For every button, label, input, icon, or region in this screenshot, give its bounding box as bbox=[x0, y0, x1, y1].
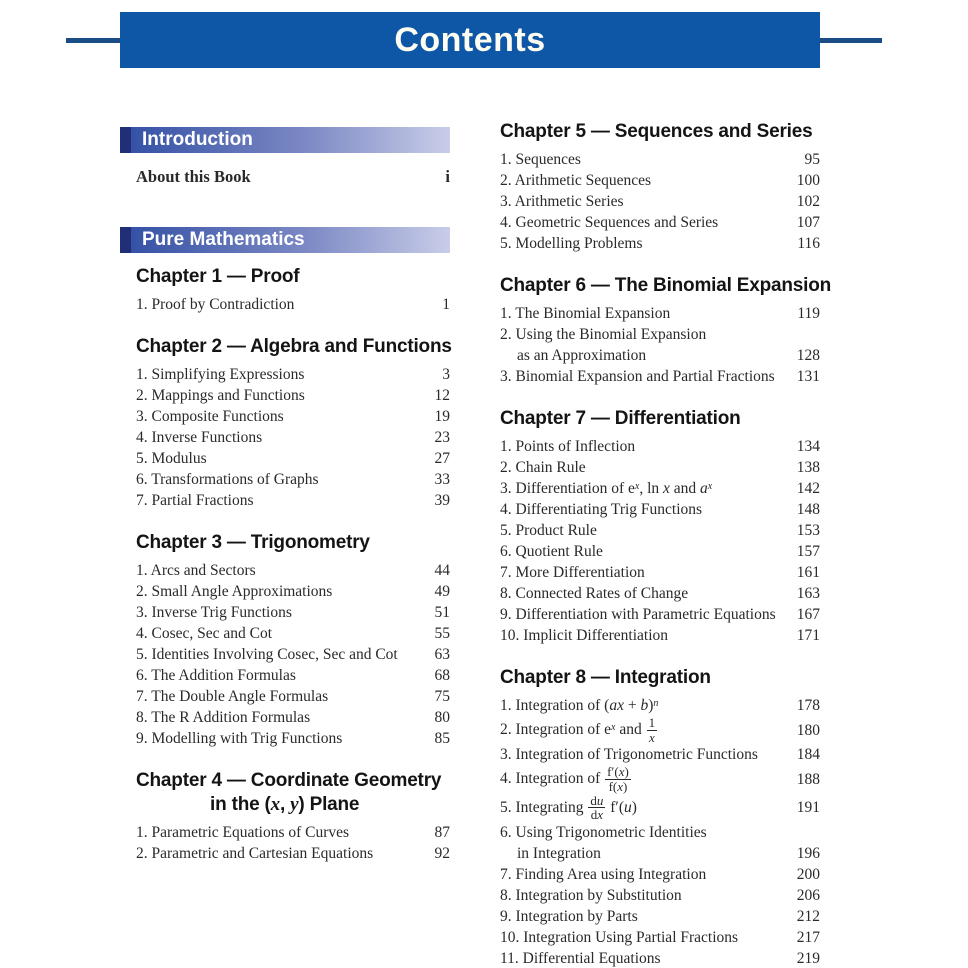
toc-entry bbox=[136, 448, 450, 469]
toc-entry bbox=[500, 822, 820, 864]
toc-entry bbox=[136, 644, 450, 665]
toc-entry-page: 212 bbox=[796, 907, 820, 925]
toc-entry-page: 116 bbox=[797, 235, 820, 252]
toc-entry bbox=[136, 427, 450, 448]
toc-entry-label: 6. Quotient Rule bbox=[500, 543, 603, 560]
toc-entry bbox=[136, 294, 450, 315]
toc-entry-label: 10. Implicit Differentiation bbox=[500, 627, 669, 644]
toc-entry-label: 1. Points of Inflection bbox=[500, 438, 636, 455]
toc-entry-label: 2. Mappings and Functions bbox=[136, 387, 305, 404]
toc-entry bbox=[136, 469, 450, 490]
chapter-block bbox=[500, 274, 832, 387]
toc-entry-label: 4. Differentiating Trig Functions bbox=[500, 501, 703, 518]
toc-entry-page: 80 bbox=[434, 709, 450, 726]
toc-entry bbox=[136, 822, 450, 843]
toc-entry bbox=[136, 406, 450, 427]
toc-entry-page: 188 bbox=[796, 770, 820, 788]
toc-entry bbox=[500, 765, 820, 793]
toc-entry bbox=[500, 794, 820, 822]
toc-entry bbox=[500, 303, 820, 324]
toc-entry-page: 75 bbox=[434, 688, 450, 705]
toc-entry-page: 68 bbox=[434, 667, 450, 684]
chapter-block bbox=[120, 335, 450, 511]
toc-entry-label: 9. Integration by Parts bbox=[500, 907, 638, 925]
left-column bbox=[120, 110, 450, 968]
toc-entry-page: 178 bbox=[796, 697, 820, 714]
chapter-heading: Chapter 7 — Differentiation bbox=[500, 408, 741, 429]
stacked-fraction: $\frac{f'(x)}{f(x)}$ bbox=[607, 764, 629, 794]
toc-entry-page: 51 bbox=[434, 604, 450, 621]
toc-entry-label: 8. Integration by Substitution bbox=[500, 886, 682, 904]
toc-entry-page: 167 bbox=[796, 606, 820, 623]
toc-entry-label: 2. Using the Binomial Expansion as an Approximation bbox=[500, 326, 707, 364]
toc-entry-label: 3. Arithmetic Series bbox=[500, 193, 624, 210]
stacked-fraction: $\frac{1}{x}$ bbox=[648, 715, 656, 745]
toc-entry bbox=[136, 623, 450, 644]
toc-entry-page: 87 bbox=[434, 824, 450, 841]
toc-entry bbox=[500, 170, 820, 191]
toc-entry bbox=[500, 927, 820, 948]
toc-entry-label: 2. Arithmetic Sequences bbox=[500, 172, 652, 189]
toc-entry-page: 107 bbox=[796, 214, 820, 231]
toc-entry-label: 1. Sequences bbox=[500, 151, 581, 168]
chapter-heading: Chapter 6 — The Binomial Expansion bbox=[500, 275, 832, 296]
chapter-block bbox=[120, 531, 450, 749]
toc-entry-label: 10. Integration Using Partial Fractions bbox=[500, 928, 739, 946]
toc-entry-page: 33 bbox=[434, 471, 450, 488]
toc-entry-label: 5. Product Rule bbox=[500, 522, 597, 539]
toc-entry-label: 9. Modelling with Trig Functions bbox=[136, 730, 343, 747]
toc-entry-page: 102 bbox=[796, 193, 820, 210]
toc-entry-label: 1. Simplifying Expressions bbox=[136, 366, 305, 383]
toc-entry-page: 148 bbox=[796, 501, 820, 518]
toc-entry-page: 171 bbox=[796, 627, 820, 644]
right-column bbox=[500, 110, 832, 968]
toc-entry bbox=[500, 436, 820, 457]
toc-entry bbox=[500, 695, 820, 716]
chapter-heading: Chapter 3 — Trigonometry bbox=[136, 532, 370, 553]
toc-entry-label: 1. The Binomial Expansion bbox=[500, 305, 671, 322]
toc-entry bbox=[500, 233, 820, 254]
chapter-heading: Chapter 4 — Coordinate Geometry in the (x, y) Plane bbox=[136, 770, 442, 815]
toc-entry-label: 6. Transformations of Graphs bbox=[136, 471, 319, 488]
page-title: Contents bbox=[394, 20, 546, 59]
toc-entry-label: 2. Parametric and Cartesian Equations bbox=[136, 845, 374, 862]
toc-entry-label: 2. Chain Rule bbox=[500, 459, 586, 476]
toc-entry bbox=[120, 166, 450, 187]
toc-entry-page: 138 bbox=[796, 459, 820, 476]
toc-entry bbox=[136, 707, 450, 728]
toc-entry-label: 3. Differentiation of $e^x$, ln x and $a^x$ bbox=[500, 480, 713, 497]
toc-entry-page: 180 bbox=[796, 721, 820, 739]
toc-entry-label: 2. Small Angle Approximations bbox=[136, 583, 333, 600]
toc-entry bbox=[500, 149, 820, 170]
table-of-contents bbox=[120, 110, 832, 968]
toc-entry-label: 1. Integration of (ax + b)$^n$ bbox=[500, 697, 659, 714]
toc-entry-page: 134 bbox=[796, 438, 820, 455]
toc-entry-label: 1. Proof by Contradiction bbox=[136, 296, 295, 313]
toc-entry bbox=[136, 665, 450, 686]
toc-entry bbox=[136, 728, 450, 749]
chapter-heading: Chapter 1 — Proof bbox=[136, 266, 300, 287]
toc-entry bbox=[500, 212, 820, 233]
toc-entry bbox=[500, 541, 820, 562]
toc-entry bbox=[500, 948, 820, 968]
toc-entry-page: i bbox=[445, 167, 450, 186]
toc-entry-page: 95 bbox=[804, 151, 820, 168]
toc-entry bbox=[500, 906, 820, 927]
toc-entry-label: About this Book bbox=[136, 167, 251, 186]
toc-entry-label: 4. Cosec, Sec and Cot bbox=[136, 625, 273, 642]
toc-entry bbox=[500, 191, 820, 212]
toc-entry bbox=[136, 686, 450, 707]
toc-entry-label: 1. Parametric Equations of Curves bbox=[136, 824, 350, 841]
chapter-block bbox=[120, 265, 450, 315]
toc-entry bbox=[500, 324, 820, 366]
banner-side-rule-left bbox=[66, 38, 120, 43]
toc-entry-label: 5. Integrating $\frac{du}{dx}$ f′(u) bbox=[500, 792, 637, 823]
toc-entry-label: 6. The Addition Formulas bbox=[136, 667, 296, 684]
toc-entry-page: 217 bbox=[796, 928, 820, 946]
toc-entry-page: 163 bbox=[796, 585, 820, 602]
toc-entry-page: 55 bbox=[434, 625, 450, 642]
toc-entry-label: 1. Arcs and Sectors bbox=[136, 562, 256, 579]
banner-side-rule-right bbox=[820, 38, 882, 43]
toc-entry-label: 5. Modulus bbox=[136, 450, 207, 467]
toc-entry-page: 184 bbox=[796, 746, 820, 764]
stacked-fraction: $\frac{du}{dx}$ bbox=[590, 792, 604, 823]
toc-entry-label: 8. The R Addition Formulas bbox=[136, 709, 311, 726]
toc-entry bbox=[136, 490, 450, 511]
toc-entry bbox=[500, 478, 820, 499]
toc-entry bbox=[500, 625, 820, 646]
toc-entry-page: 27 bbox=[434, 450, 450, 467]
toc-entry-page: 161 bbox=[796, 564, 820, 581]
chapter-heading: Chapter 2 — Algebra and Functions bbox=[136, 336, 452, 357]
toc-entry-page: 63 bbox=[434, 646, 450, 663]
toc-entry-label: 3. Composite Functions bbox=[136, 408, 284, 425]
toc-entry bbox=[500, 864, 820, 885]
toc-entry bbox=[500, 366, 820, 387]
toc-entry-page: 19 bbox=[434, 408, 450, 425]
toc-entry-label: 7. Partial Fractions bbox=[136, 492, 254, 509]
toc-entry-page: 12 bbox=[434, 387, 450, 404]
toc-entry-page: 191 bbox=[796, 799, 820, 817]
chapter-block bbox=[120, 769, 450, 864]
section-header bbox=[120, 227, 450, 253]
toc-entry bbox=[136, 581, 450, 602]
toc-entry-page: 1 bbox=[442, 296, 450, 313]
toc-entry-page: 219 bbox=[796, 949, 820, 967]
toc-entry-label: 3. Binomial Expansion and Partial Fractions bbox=[500, 368, 775, 385]
toc-entry-page: 100 bbox=[796, 172, 820, 189]
toc-entry-page: 85 bbox=[434, 730, 450, 747]
toc-entry-label: 2. Integration of $e^x$ and $\frac{1}{x}$ bbox=[500, 715, 656, 745]
toc-entry-label: 6. Using Trigonometric Identities in Integration bbox=[500, 823, 707, 862]
chapter-block bbox=[500, 666, 820, 968]
toc-entry bbox=[136, 602, 450, 623]
toc-entry-label: 5. Identities Involving Cosec, Sec and Cot bbox=[136, 646, 398, 663]
toc-entry bbox=[500, 744, 820, 765]
toc-entry-page: 23 bbox=[434, 429, 450, 446]
toc-entry bbox=[136, 364, 450, 385]
toc-entry-page: 119 bbox=[797, 305, 820, 322]
toc-entry bbox=[500, 604, 820, 625]
toc-entry-page: 157 bbox=[796, 543, 820, 560]
toc-entry bbox=[136, 843, 450, 864]
toc-entry bbox=[500, 520, 820, 541]
toc-entry-label: 7. The Double Angle Formulas bbox=[136, 688, 329, 705]
toc-entry-label: 7. More Differentiation bbox=[500, 564, 645, 581]
toc-entry bbox=[500, 562, 820, 583]
toc-entry-label: 7. Finding Area using Integration bbox=[500, 865, 707, 883]
toc-entry-page: 153 bbox=[796, 522, 820, 539]
toc-entry bbox=[500, 457, 820, 478]
toc-entry-label: 5. Modelling Problems bbox=[500, 235, 643, 252]
toc-entry-page: 3 bbox=[442, 366, 450, 383]
toc-entry-page: 128 bbox=[796, 347, 820, 364]
toc-entry-page: 39 bbox=[434, 492, 450, 509]
toc-entry bbox=[136, 560, 450, 581]
toc-entry-label: 4. Integration of $\frac{f'(x)}{f(x)}$ bbox=[500, 764, 629, 794]
toc-entry bbox=[500, 716, 820, 744]
toc-entry-label: 4. Inverse Functions bbox=[136, 429, 263, 446]
section-header-label: Pure Mathematics bbox=[142, 229, 305, 250]
section-header-label: Introduction bbox=[142, 129, 253, 150]
toc-entry bbox=[500, 583, 820, 604]
toc-entry-label: 11. Differential Equations bbox=[500, 949, 661, 967]
chapter-block bbox=[500, 120, 820, 254]
toc-entry-page: 196 bbox=[796, 844, 820, 862]
chapter-heading: Chapter 8 — Integration bbox=[500, 667, 711, 688]
section-header bbox=[120, 127, 450, 153]
toc-entry-page: 44 bbox=[434, 562, 450, 579]
chapter-block bbox=[500, 407, 820, 646]
toc-entry-page: 49 bbox=[434, 583, 450, 600]
toc-entry-page: 142 bbox=[796, 480, 820, 497]
contents-banner bbox=[120, 12, 820, 68]
chapter-heading: Chapter 5 — Sequences and Series bbox=[500, 121, 813, 142]
toc-entry-page: 200 bbox=[796, 865, 820, 883]
toc-entry-label: 4. Geometric Sequences and Series bbox=[500, 214, 719, 231]
toc-entry bbox=[136, 385, 450, 406]
toc-entry bbox=[500, 499, 820, 520]
toc-entry-label: 8. Connected Rates of Change bbox=[500, 585, 689, 602]
toc-entry-label: 9. Differentiation with Parametric Equations bbox=[500, 606, 776, 623]
toc-entry-page: 131 bbox=[796, 368, 820, 385]
toc-entry-page: 206 bbox=[796, 886, 820, 904]
toc-entry bbox=[500, 885, 820, 906]
toc-entry-page: 92 bbox=[434, 845, 450, 862]
toc-entry-label: 3. Integration of Trigonometric Functions bbox=[500, 746, 758, 764]
toc-entry-label: 3. Inverse Trig Functions bbox=[136, 604, 292, 621]
